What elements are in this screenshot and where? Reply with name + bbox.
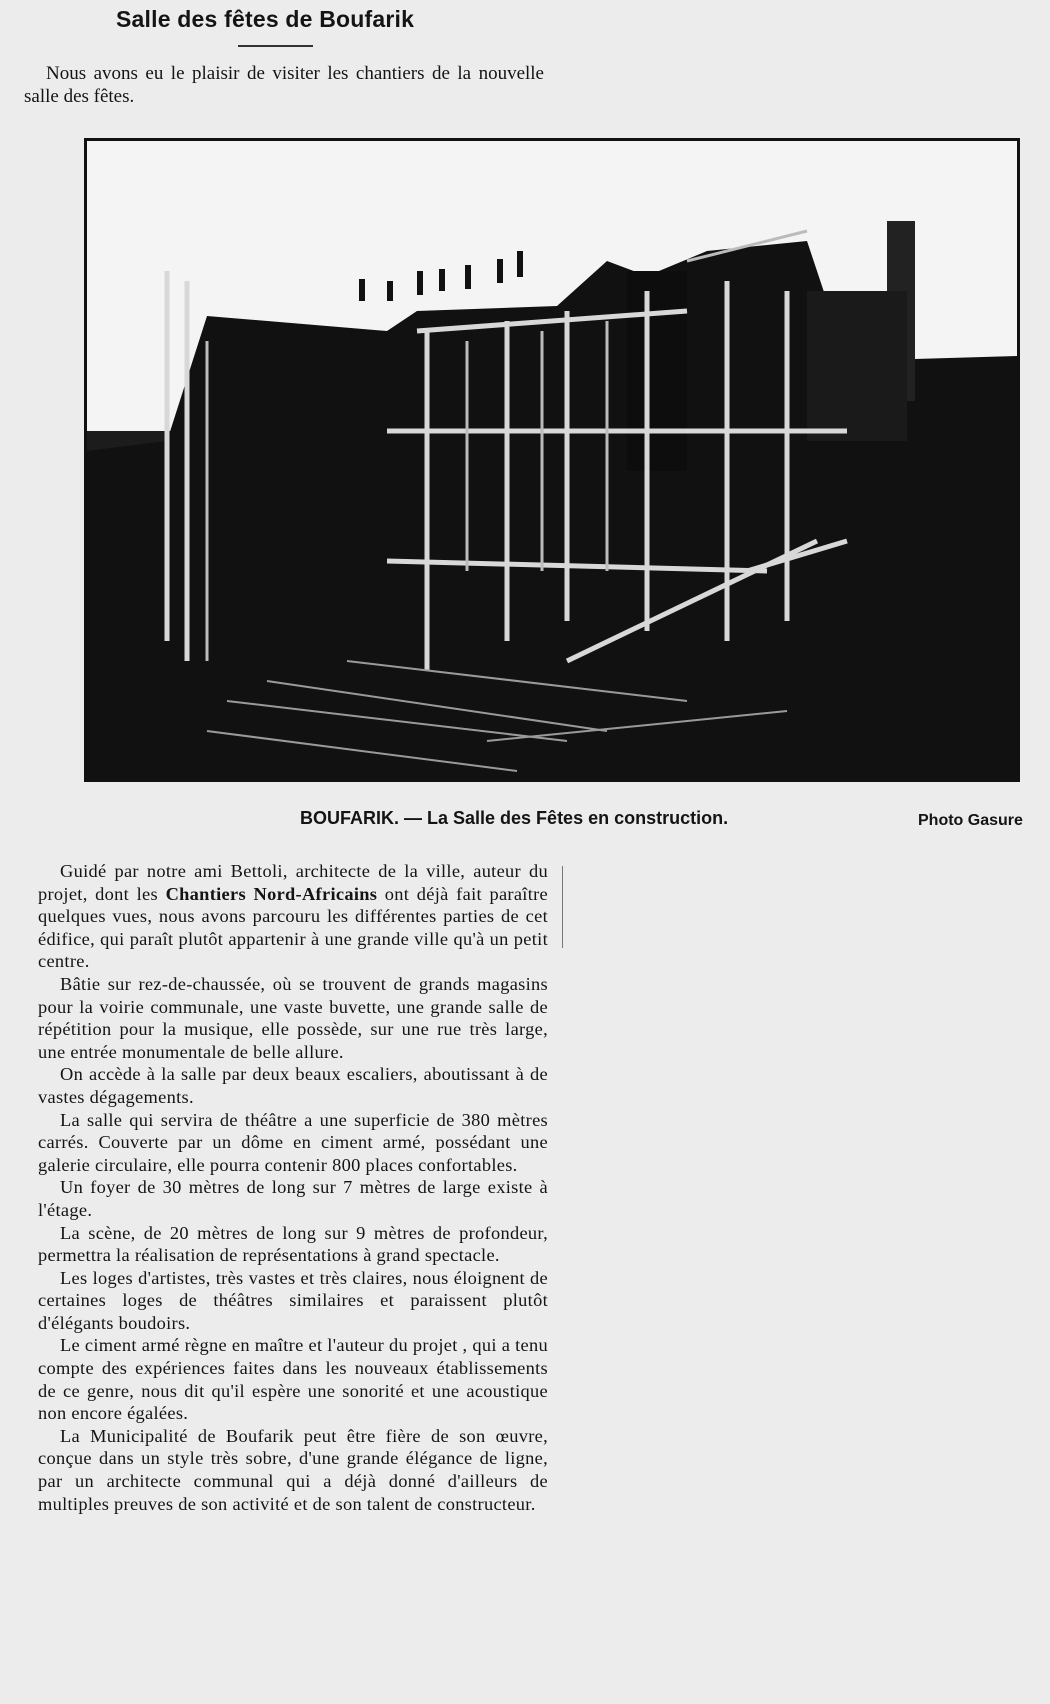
paragraph-9: La Municipalité de Boufarik peut être fière de son œuvre, conçue dans un style très sobre, d'une grande élégance de ligne, par un architecte communal qui a déjà donné d'ailleurs de multiples preuves de son activité et de son talent de constructeur.	[38, 1425, 548, 1514]
paragraph-5: Un foyer de 30 mètres de long sur 7 mètres de large existe à l'étage.	[38, 1177, 548, 1220]
construction-site-photo	[84, 138, 1020, 782]
paragraph-3: On accède à la salle par deux beaux escaliers, aboutissant à de vastes dégagements.	[38, 1064, 548, 1107]
publication-name: Chantiers Nord-Africains	[165, 883, 378, 904]
paragraph-1-end: ont déjà fait paraître quelques vues, nous avons parcouru les différentes parties de cet édifice, qui paraît plutôt appartenir à une grande ville qu'à un petit centre.	[38, 883, 549, 972]
paragraph-2: Bâtie sur rez-de-chaussée, où se trouvent de grands magasins pour la voirie communale, une vaste buvette, une grande salle de répétition pour la musique, elle possède, sur une rue très large, une entrée monumentale de belle allure.	[38, 973, 548, 1062]
paragraph-6: La scène, de 20 mètres de long sur 9 mètres de profondeur, permettra la réalisation de représentations à grand spectacle.	[38, 1222, 548, 1266]
column-rule	[562, 866, 563, 948]
page-title: Salle des fêtes de Boufarik	[116, 6, 415, 32]
paragraph-7: Les loges d'artistes, très vastes et très claires, nous éloignent de certaines loges de théâtres similaires et paraissent plutôt d'élégants boudoirs.	[38, 1267, 548, 1333]
title-rule	[238, 45, 313, 47]
intro-paragraph: Nous avons eu le plaisir de visiter les chantiers de la nouvelle salle des fêtes.	[24, 63, 544, 107]
paragraph-1-start: Guidé par notre ami Bettoli, architecte de la ville, auteur du projet, dont les	[38, 861, 548, 904]
photo-caption: BOUFARIK. — La Salle des Fêtes en construction.	[300, 808, 729, 828]
photo-credit: Photo Gasure	[918, 812, 1023, 829]
paragraph-1	[38, 860, 548, 973]
paragraph-8: Le ciment armé règne en maître et l'auteur du projet , qui a tenu compte des expériences faites dans les nouveaux établissements de ce genre, nous dit qu'il espère une sonorité et une acoustique non encore égalées.	[38, 1335, 548, 1424]
article-body	[38, 860, 548, 1515]
paragraph-4: La salle qui servira de théâtre a une superficie de 380 mètres carrés. Couverte par un dôme en ciment armé, possédant une galerie circulaire, elle pourra contenir 800 places confortables.	[38, 1109, 548, 1175]
photo-illustration	[87, 141, 1017, 779]
